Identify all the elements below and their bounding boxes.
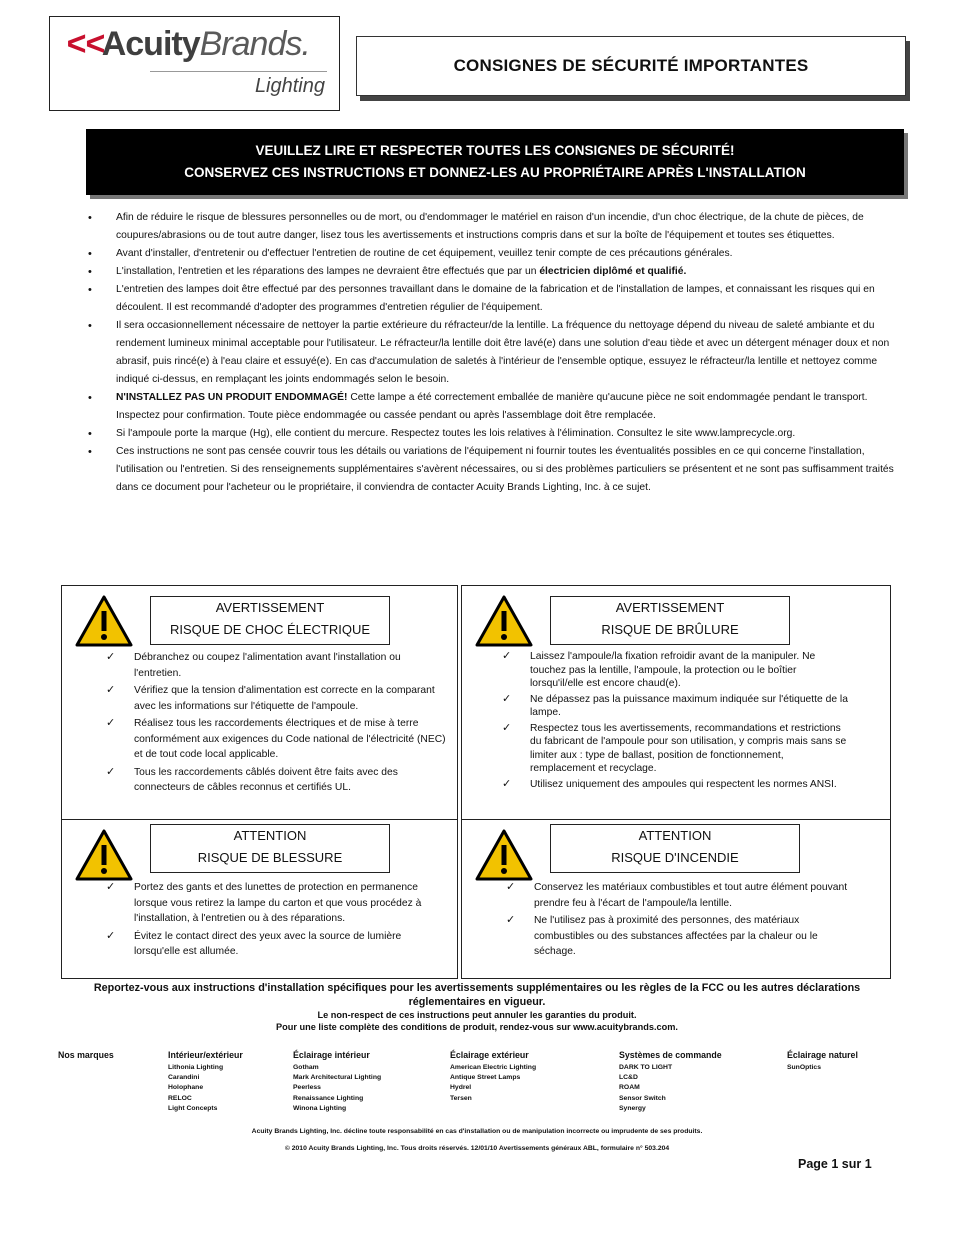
warning-level: AVERTISSEMENT — [215, 600, 325, 615]
bullet-item: • Ces instructions ne sont pas censée couvrir tous les détails ou variations de l'équipement ni fournir toutes les éventualités possibles en ce qui concerne l'installation, l'utilisation ou l'entretien. Si des renseignements supplémentaires s'avèrent nécessaires, ou si des problèmes particuliers se présentent et ne sont pas suffisamment traités dans ce document pour l'acheteur ou le propriétaire, il conviendra de contacter Acuity Brands Lighting, Inc. à ce sujet. — [86, 443, 906, 497]
disclaimer: Acuity Brands Lighting, Inc. décline toute responsabilité en cas d'installation ou de manipulation incorrecte ou imprudente de ses produits. — [251, 1128, 703, 1135]
warning-item: ✓ Vérifiez que la tension d'alimentation est correcte en la comparant avec les informations sur l'étiquette de l'ampoule. — [106, 684, 435, 712]
check-icon: ✓ — [506, 914, 516, 926]
brand-item: Lithonia Lighting — [168, 1064, 224, 1071]
brand-item: DARK TO LIGHT — [619, 1064, 673, 1071]
brand-item: SunOptics — [787, 1064, 821, 1071]
brand-item: Antique Street Lamps — [450, 1074, 521, 1082]
caution-label — [150, 824, 390, 873]
caution-level: ATTENTION — [233, 828, 307, 843]
caution-box-fire — [461, 819, 891, 979]
warning-box-shock — [61, 585, 458, 821]
warning-list — [500, 650, 850, 793]
warning-label — [550, 596, 790, 645]
caution-list — [104, 880, 449, 962]
warning-box-burn — [461, 585, 891, 821]
note-website: Pour une liste complète des conditions de produit, rendez-vous sur www.acuitybrands.com. — [276, 1022, 678, 1032]
check-icon: ✓ — [106, 881, 116, 893]
caution-list — [504, 880, 854, 962]
brand-item: Peerless — [293, 1084, 321, 1092]
bottom-notes — [54, 981, 900, 1033]
check-icon: ✓ — [106, 929, 116, 942]
brand-column-heading: Éclairage naturel — [787, 1050, 858, 1060]
warning-item: ✓ Laissez l'ampoule/la fixation refroidir avant de la manipuler. Ne touchez pas la lentille, l'ampoule, la protection ou le boîtier lorsqu'il/elle est encore chaud(e). — [502, 650, 816, 689]
warning-hazard: RISQUE DE CHOC ÉLECTRIQUE — [169, 622, 371, 637]
brand-item: Gotham — [293, 1064, 319, 1071]
brand-item: Tersen — [450, 1094, 472, 1102]
warning-hazard: RISQUE DE BRÛLURE — [601, 622, 739, 637]
page-number: Page 1 sur 1 — [798, 1157, 872, 1171]
check-icon: ✓ — [106, 717, 116, 729]
caution-item: ✓ Évitez le contact direct des yeux avec la source de lumière lorsqu'elle est allumée. — [106, 929, 402, 957]
brand-item: Carandini — [168, 1074, 200, 1082]
check-icon: ✓ — [106, 684, 116, 696]
brand-item: American Electric Lighting — [450, 1064, 537, 1071]
caution-item: ✓ Conservez les matériaux combustibles et tout autre élément pouvant prendre feu à l'écart de l'ampoule/la lentille. — [506, 881, 848, 909]
warning-item: ✓ Tous les raccordements câblés doivent être faits avec des connecteurs de câbles reconnus et certifiés UL. — [106, 765, 398, 793]
logo-divider — [150, 71, 327, 72]
logo-swoosh-icon: << — [66, 25, 104, 63]
caution-box-injury — [61, 819, 458, 979]
brand-item: Winona Lighting — [293, 1104, 347, 1112]
brand-column-heading: Systèmes de commande — [619, 1050, 722, 1060]
warning-item: ✓ Réalisez tous les raccordements électriques et de mise à terre conformément aux exigences du Code national de l'électricité (NEC) et de tout code local applicable. — [106, 717, 446, 760]
check-icon: ✓ — [502, 692, 512, 705]
bullet-item: • Avant d'installer, d'entretenir ou d'effectuer l'entretien de routine de cet équipement, veuillez tenir compte de ces précautions générales. — [86, 245, 906, 263]
safety-bullet-list — [86, 209, 906, 497]
banner-line-1: VEUILLEZ LIRE ET RESPECTER TOUTES LES CONSIGNES DE SÉCURITÉ! — [255, 143, 735, 158]
check-icon: ✓ — [106, 651, 116, 663]
copyright: © 2010 Acuity Brands Lighting, Inc. Tous droits réservés. 12/01/10 Avertissements généraux ABL, formulaire n° 503.204 — [284, 1145, 670, 1152]
bullet-emphasis: électricien diplômé et qualifié. — [539, 266, 687, 277]
brand-column — [293, 1050, 381, 1114]
bullet-item — [86, 263, 906, 281]
bullet-item: • Si l'ampoule porte la marque (Hg), elle contient du mercure. Respectez toutes les lois relatives à l'élimination. Consultez le site www.lamprecycle.org. — [86, 425, 906, 443]
warning-triangle-icon — [74, 828, 134, 882]
warning-label — [150, 596, 390, 645]
bullet-emphasis: N'INSTALLEZ PAS UN PRODUIT ENDOMMAGÉ! — [116, 392, 348, 403]
note-regulations: Reportez-vous aux instructions d'installation spécifiques pour les avertissements supplémentaires ou les règles de la FCC ou les autres déclarations réglementaires en vigueur. — [93, 982, 861, 1008]
company-logo — [49, 16, 340, 111]
banner-line-2: CONSERVEZ CES INSTRUCTIONS ET DONNEZ-LES AU PROPRIÉTAIRE APRÈS L'INSTALLATION — [184, 165, 806, 180]
brand-column — [168, 1050, 243, 1114]
check-icon: ✓ — [502, 650, 512, 662]
bullet-item — [86, 389, 906, 425]
logo-acuity-text: Acuity — [101, 25, 200, 63]
bullet-text: L'installation, l'entretien et les réparations des lampes ne devraient être effectués que par un — [116, 266, 540, 277]
brand-item: Light Concepts — [168, 1104, 218, 1112]
brand-item: ROAM — [619, 1084, 640, 1092]
safety-banner — [86, 129, 904, 195]
brand-item: LC&D — [619, 1074, 638, 1082]
logo-wordmark — [66, 25, 310, 64]
warning-item: ✓ Ne dépassez pas la puissance maximum indiquée sur l'étiquette de la lampe. — [502, 692, 848, 718]
brand-item: Renaissance Lighting — [293, 1094, 364, 1102]
warning-level: AVERTISSEMENT — [615, 600, 725, 615]
logo-lighting-text: Lighting — [254, 75, 325, 97]
check-icon: ✓ — [502, 777, 512, 790]
brand-item: RELOC — [168, 1094, 192, 1102]
brand-item: Holophane — [168, 1084, 204, 1092]
warning-item: ✓ Respectez tous les avertissements, recommandations et restrictions du fabricant de l'ampoule pour son utilisation, y compris mais sans se limiter aux : type de ballast, position de fonctionnement, remplacement et recyclage. — [502, 721, 847, 774]
note-warranty: Le non-respect de ces instructions peut annuler les garanties du produit. — [317, 1010, 637, 1020]
brand-column-heading: Éclairage intérieur — [293, 1050, 370, 1060]
caution-level: ATTENTION — [638, 828, 712, 843]
check-icon: ✓ — [502, 721, 512, 734]
page-title: CONSIGNES DE SÉCURITÉ IMPORTANTES — [453, 56, 809, 75]
caution-hazard: RISQUE D'INCENDIE — [611, 850, 739, 865]
caution-label — [550, 824, 800, 873]
brand-column — [450, 1050, 536, 1104]
caution-item: ✓ Portez des gants et des lunettes de protection en permanence lorsque vous retirez la lampe du carton et que vous procédez à l'installation, à l'entretien ou à des réparations. — [106, 881, 422, 924]
warning-triangle-icon — [474, 828, 534, 882]
bullet-item: • Afin de réduire le risque de blessures personnelles ou de mort, ou d'endommager le matériel en raison d'un incendie, d'un choc électrique, de la chute de pièces, de coupures/abrasions ou de tout autre danger, lisez tous les avertissements et instructions compris dans et sur la boîte de l'équipement et toutes ses étiquettes. — [86, 209, 906, 245]
brand-item: Hydrel — [450, 1084, 472, 1092]
brands-label: Nos marques — [58, 1050, 114, 1060]
brand-item: Synergy — [619, 1104, 646, 1112]
bullet-text: Cette lampe a été correctement emballée de manière qu'aucune pièce ne soit endommagée pendant le transport. Inspectez pour confirmation. Toute pièce endommagée ou cassée pendant ou après l'assemblage doit être remplacée. — [116, 392, 868, 421]
bullet-item: • Il sera occasionnellement nécessaire de nettoyer la partie extérieure du réfracteur/de la lentille. La fréquence du nettoyage dépend du niveau de saleté ambiante et du rendement lumineux minimal acceptable pour l'utilisateur. Le réfracteur/la lentille doit être lavé(e) dans une solution d'eau tiède et avec un détergent ménager doux et non abrasif, puis rincé(e) à l'eau claire et essuyé(e). En cas d'accumulation de saletés à l'intérieur de l'ensemble optique, essuyez le réfracteur/la lentille et nettoyez comme indiqué ci-dessus, en remplaçant les joints endommagés selon le besoin. — [86, 317, 906, 389]
warning-item: ✓ Débranchez ou coupez l'alimentation avant l'installation ou l'entretien. — [106, 651, 401, 679]
warning-triangle-icon — [74, 594, 134, 648]
brand-column — [619, 1050, 722, 1114]
caution-item: ✓ Ne l'utilisez pas à proximité des personnes, des matériaux combustibles ou des substances affectées par la chaleur ou le séchage. — [506, 914, 818, 957]
logo-brands-text: Brands. — [199, 25, 310, 63]
brand-column-heading: Intérieur/extérieur — [168, 1050, 243, 1060]
check-icon: ✓ — [506, 881, 516, 893]
bullet-item: • L'entretien des lampes doit être effectué par des personnes travaillant dans le domaine de la fabrication et de l'installation de lampes, et connaissant les risques qui en découlent. Il est recommandé d'adopter des programmes d'entretien régulier de l'équipement. — [86, 281, 906, 317]
title-box — [356, 36, 906, 96]
check-icon: ✓ — [106, 765, 116, 778]
warning-list — [104, 650, 446, 798]
brand-column — [787, 1050, 858, 1073]
brand-item: Sensor Switch — [619, 1094, 666, 1102]
warning-triangle-icon — [474, 594, 534, 648]
warning-item: ✓ Utilisez uniquement des ampoules qui respectent les normes ANSI. — [502, 777, 837, 790]
brand-item: Mark Architectural Lighting — [293, 1074, 382, 1082]
brand-column-heading: Éclairage extérieur — [450, 1050, 529, 1060]
caution-hazard: RISQUE DE BLESSURE — [197, 850, 343, 865]
